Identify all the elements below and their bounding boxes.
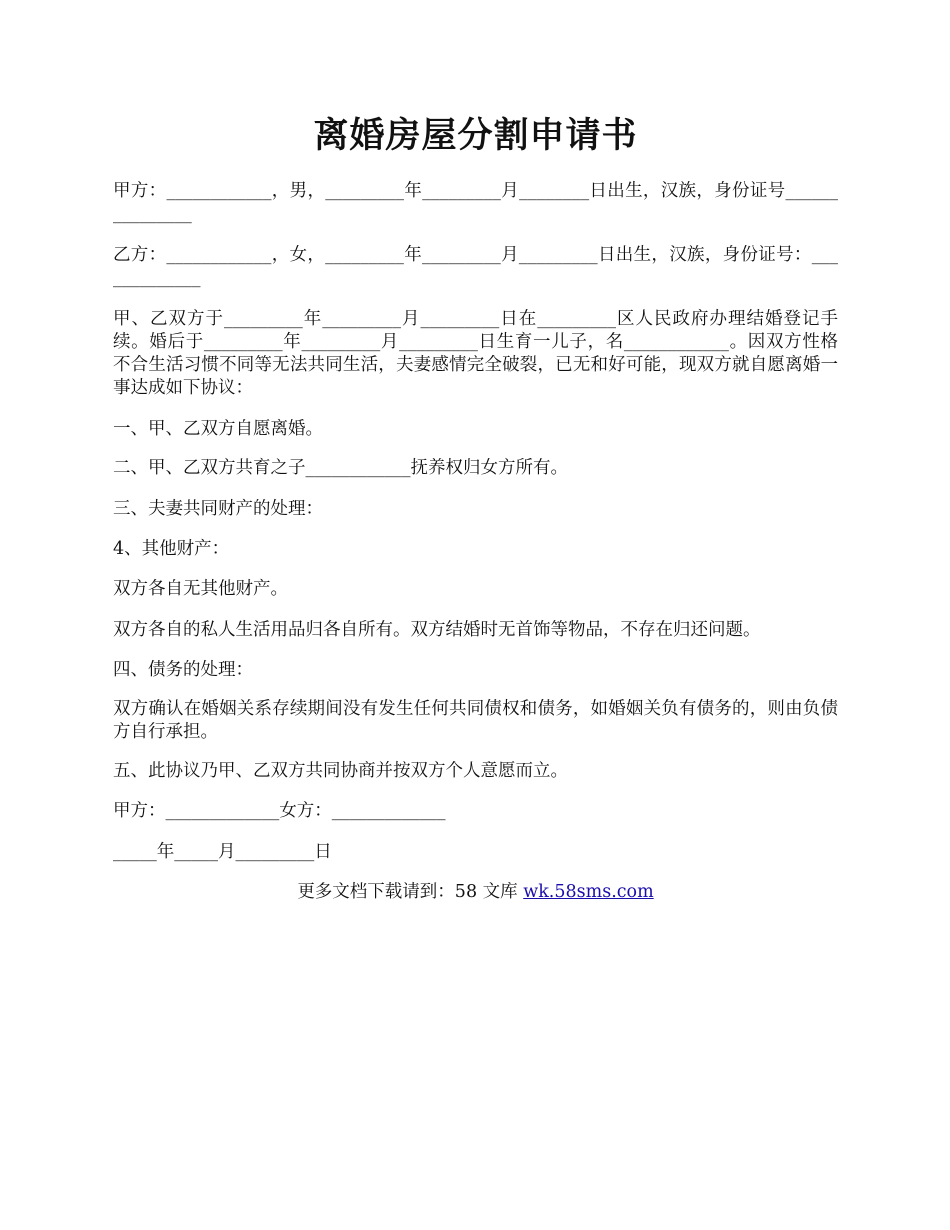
- personal-items: 双方各自的私人生活用品归各自所有。双方结婚时无首饰等物品，不存在归还问题。: [113, 620, 761, 640]
- footer: [113, 881, 838, 904]
- clause-3-item-4: 4、其他财产：: [113, 539, 230, 559]
- party-b-info: 乙方：____________，女，_________年_________月_________日出生，汉族，身份证号：_____________: [113, 245, 838, 288]
- clause-2: 二、甲、乙双方共育之子____________抚养权归女方所有。: [113, 458, 568, 478]
- date-line: _____年_____月_________日: [113, 842, 332, 862]
- clause-3-heading: 三、夫妻共同财产的处理：: [113, 499, 323, 519]
- clause-4-heading: 四、债务的处理：: [113, 660, 253, 680]
- signature-line: 甲方：_____________女方：_____________: [113, 801, 446, 821]
- no-other-property: 双方各自无其他财产。: [113, 579, 288, 599]
- footer-link[interactable]: wk.58sms.com: [523, 882, 654, 902]
- document-title: 离婚房屋分割申请书: [313, 115, 638, 156]
- debt-handling: 双方确认在婚姻关系存续期间没有发生任何共同债权和债务，如婚姻关负有债务的，则由负债方自行承担。: [113, 699, 838, 742]
- party-a-info: 甲方：____________，男，_________年_________月________日出生，汉族，身份证号_______________: [113, 181, 838, 224]
- clause-5: 五、此协议乃甲、乙双方共同协商并按双方个人意愿而立。: [113, 761, 568, 781]
- marriage-background: 甲、乙双方于_________年_________月_________日在_________区人民政府办理结婚登记手续。婚后于_________年_________月_________日生育一儿子，名____________。因双方性格不合生活习惯不同等无法共同生活，夫妻感情完全破裂，已无和好可能，现双方就自愿离婚一事达成如下协议：: [113, 309, 838, 398]
- footer-text: 更多文档下载请到：58 文库: [297, 882, 524, 902]
- clause-1: 一、甲、乙双方自愿离婚。: [113, 419, 323, 439]
